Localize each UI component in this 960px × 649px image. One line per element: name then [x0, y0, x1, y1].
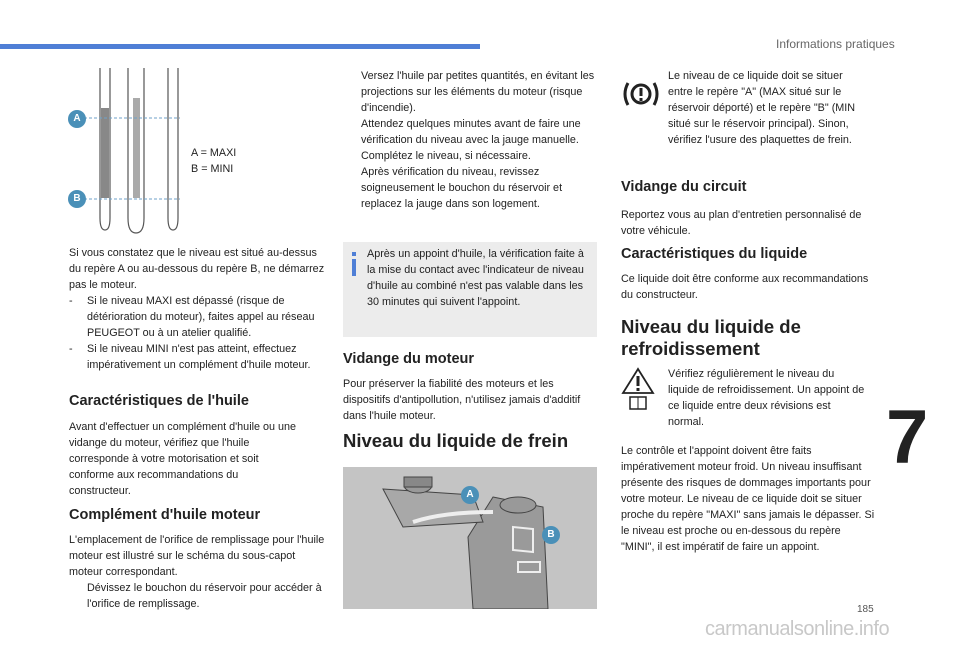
marker-a-badge: A: [68, 110, 86, 128]
heading-engine-drain: Vidange du moteur: [343, 351, 475, 367]
item-mini: Si le niveau MINI n'est pas atteint, effectuez impérativement un complément d'huile moteur.: [87, 343, 311, 371]
oil-topup-block: [69, 532, 327, 612]
dipstick-illustration: [70, 68, 200, 238]
circuit-drain-text: Reportez vous au plan d'entretien personnalisé de votre véhicule.: [621, 209, 862, 237]
dash-marker: -: [69, 295, 73, 307]
heading-circuit-drain: Vidange du circuit: [621, 179, 747, 195]
brake-marker-a: A: [461, 486, 479, 504]
coolant-manual-icon: [620, 367, 656, 411]
brake-marker-b: B: [542, 526, 560, 544]
legend-mini: B = MINI: [191, 163, 234, 175]
col1-intro-block: [69, 245, 327, 373]
watermark: carmanualsonline.info: [705, 618, 890, 640]
brake-warning-icon: [622, 80, 660, 108]
pour-oil-text: Versez l'huile par petites quantités, en évitant les projections sur les éléments du moteur (risque d'incendie).: [361, 70, 595, 114]
heading-oil-characteristics: Caractéristiques de l'huile: [69, 393, 249, 409]
wait-text: Attendez quelques minutes avant de faire une vérification du niveau avec la jauge manuelle.: [361, 118, 581, 146]
header-bar: [0, 44, 480, 49]
fluid-characteristics-text: Ce liquide doit être conforme aux recommandations du constructeur.: [621, 273, 869, 301]
heading-oil-topup: Complément d'huile moteur: [69, 507, 261, 523]
chapter-number: 7: [886, 395, 929, 480]
info-text: Après un appoint d'huile, la vérification faite à la mise du contact avec l'indicateur de niveau d'huile au combiné n'est pas valable dans les 30 minutes qui suivent l'appoint.: [367, 248, 584, 308]
coolant-body-text: Le contrôle et l'appoint doivent être faits impérativement moteur froid. Un niveau insuffisant présente des risques de dommages importants pour votre moteur. Le niveau de ce liquide doit se situer proche du repère "MAXI" sans jamais le dépasser. Si le niveau est proche ou en-dessous du repère "MINI", il est impératif de faire un appoint.: [621, 445, 875, 553]
marker-b-badge: B: [68, 190, 86, 208]
page-number: 185: [857, 604, 874, 615]
heading-fluid-characteristics: Caractéristiques du liquide: [621, 246, 808, 262]
info-box: [343, 242, 597, 337]
level-warning-text: Si vous constatez que le niveau est situé au-dessus du repère A ou au-dessous du repère B, ne démarrez pas le moteur.: [69, 247, 325, 291]
legend-maxi: A = MAXI: [191, 147, 237, 159]
item-maxi: Si le niveau MAXI est dépassé (risque de détérioration du moteur), faites appel au réseau PEUGEOT ou à un atelier qualifié.: [87, 295, 315, 339]
complete-level-text: Complétez le niveau, si nécessaire.: [361, 150, 531, 162]
coolant-tip-text: Vérifiez régulièrement le niveau du liquide de refroidissement. Un appoint de ce liquide entre deux révisions est normal.: [668, 368, 865, 428]
unscrew-cap-text: Dévissez le bouchon du réservoir pour accéder à l'orifice de remplissage.: [87, 582, 322, 610]
heading-coolant: Niveau du liquide de refroidissement: [621, 316, 801, 359]
dipstick-legend: [191, 145, 236, 177]
dash-marker: -: [69, 343, 73, 355]
brake-level-text: Le niveau de ce liquide doit se situer entre le repère "A" (MAX situé sur le réservoir déporté) et le repère "B" (MIN situé sur le réservoir principal). Sinon, vérifiez l'usure des plaquettes de frein.: [668, 70, 856, 146]
section-title: Informations pratiques: [776, 37, 895, 51]
info-icon: [349, 252, 359, 276]
rescrew-cap-text: Après vérification du niveau, revissez soigneusement le bouchon du réservoir et replacez la jauge dans son logement.: [361, 166, 563, 210]
col2-bullets: [343, 68, 597, 212]
engine-drain-text: Pour préserver la fiabilité des moteurs et les dispositifs d'antipollution, n'utilisez jamais d'additif dans l'huile moteur.: [343, 378, 581, 422]
heading-brake-fluid: Niveau du liquide de frein: [343, 430, 569, 451]
oil-topup-text: L'emplacement de l'orifice de remplissage pour l'huile moteur est illustré sur le schéma du sous-capot moteur correspondant.: [69, 534, 325, 578]
oil-characteristics-text: Avant d'effectuer un complément d'huile ou une vidange du moteur, vérifiez que l'huile corresponde à votre motorisation et soit conforme aux recommandations du constructeur.: [69, 421, 297, 497]
brake-reservoir-figure: [343, 467, 597, 609]
